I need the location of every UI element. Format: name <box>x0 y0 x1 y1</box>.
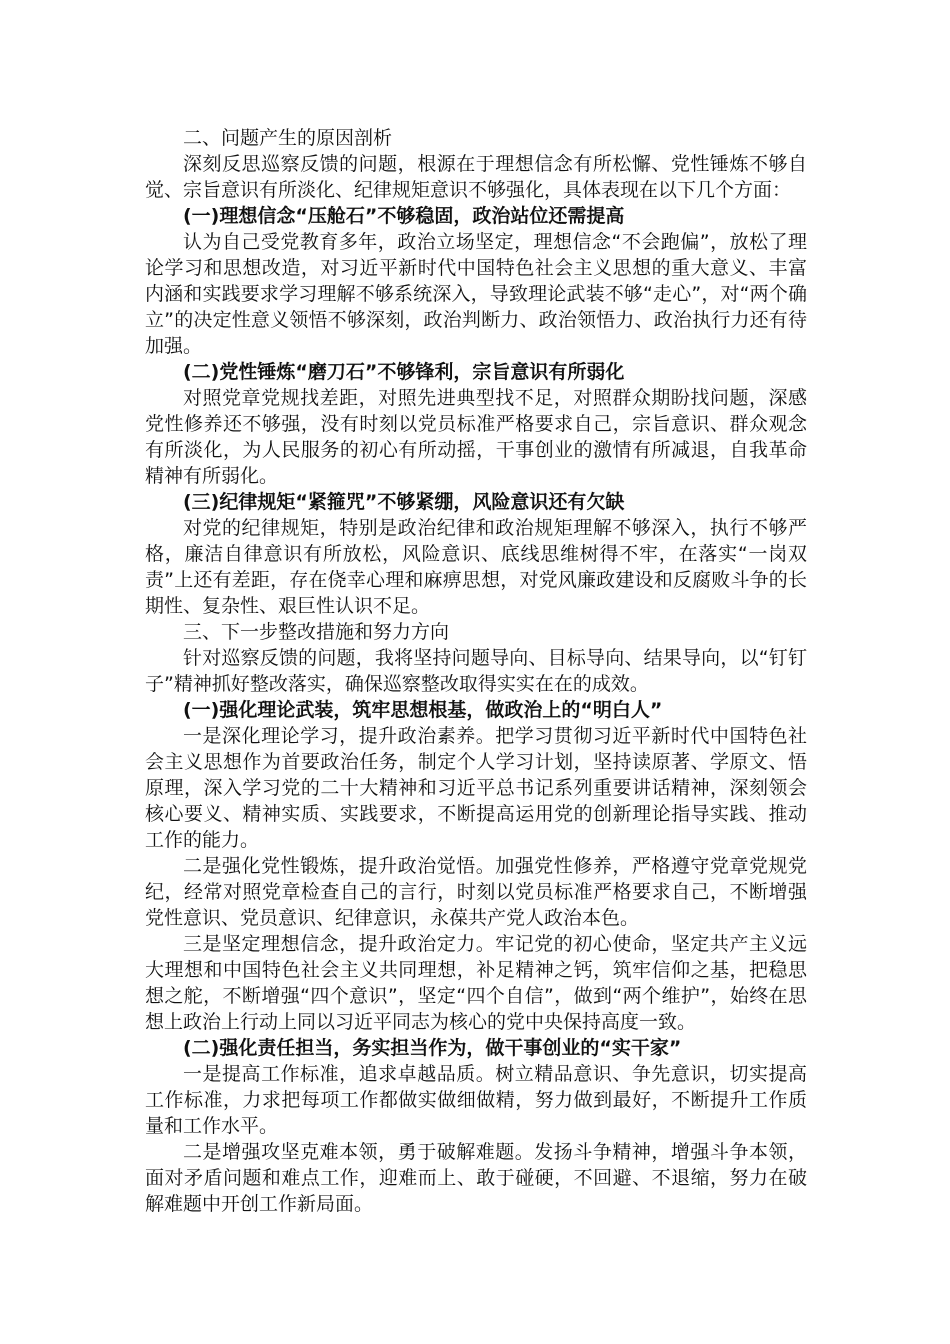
body-paragraph: 针对巡察反馈的问题，我将坚持问题导向、目标导向、结果导向，以“钉钉子”精神抓好整改落实，确保巡察整改取得实实在在的成效。 <box>145 647 807 695</box>
body-paragraph: 三是坚定理想信念，提升政治定力。牢记党的初心使命，坚定共产主义远大理想和中国特色社会主义共同理想，补足精神之钙，筑牢信仰之基，把稳思想之舵，不断增强“四个意识”，坚定“四个自信”，做到“两个维护”，始终在思想上政治上行动上同以习近平同志为核心的党中央保持高度一致。 <box>145 933 807 1033</box>
subheading-ideals: (一)理想信念“压舱石”不够稳固，政治站位还需提高 <box>183 205 625 227</box>
body-paragraph: 二是强化党性锻炼，提升政治觉悟。加强党性修养，严格遵守党章党规党纪，经常对照党章检查自己的言行，时刻以党员标准严格要求自己，不断增强党性意识、党员意识、纪律意识，永葆共产党人政治本色。 <box>145 855 807 929</box>
body-paragraph: 对党的纪律规矩，特别是政治纪律和政治规矩理解不够深入，执行不够严格，廉洁自律意识有所放松，风险意识、底线思维树得不牢，在落实“一岗双责”上还有差距，存在侥幸心理和麻痹思想，对党风廉政建设和反腐败斗争的长期性、复杂性、艰巨性认识不足。 <box>145 517 807 617</box>
subheading-discipline: (三)纪律规矩“紧箍咒”不够紧绷，风险意识还有欠缺 <box>183 491 625 513</box>
document-page <box>145 125 807 1217</box>
body-paragraph: 对照党章党规找差距，对照先进典型找不足，对照群众期盼找问题，深感党性修养还不够强，没有时刻以党员标准严格要求自己，宗旨意识、群众观念有所淡化，为人民服务的初心有所动摇，干事创业的激情有所减退，自我革命精神有所弱化。 <box>145 387 807 487</box>
section-heading-measures: 三、下一步整改措施和努力方向 <box>183 621 450 643</box>
subheading-party-spirit: (二)党性锤炼“磨刀石”不够锋利，宗旨意识有所弱化 <box>183 361 625 383</box>
body-paragraph: 二是增强攻坚克难本领，勇于破解难题。发扬斗争精神，增强斗争本领，面对矛盾问题和难点工作，迎难而上、敢于碰硬，不回避、不退缩，努力在破解难题中开创工作新局面。 <box>145 1141 807 1215</box>
section-heading-causes: 二、问题产生的原因剖析 <box>183 127 393 149</box>
subheading-theory: (一)强化理论武装，筑牢思想根基，做政治上的“明白人” <box>183 699 663 721</box>
body-paragraph: 一是提高工作标准，追求卓越品质。树立精品意识、争先意识，切实提高工作标准，力求把每项工作都做实做细做精，努力做到最好，不断提升工作质量和工作水平。 <box>145 1063 807 1137</box>
body-paragraph: 认为自己受党教育多年，政治立场坚定，理想信念“不会跑偏”，放松了理论学习和思想改造，对习近平新时代中国特色社会主义思想的重大意义、丰富内涵和实践要求学习理解不够系统深入，导致理论武装不够“走心”，对“两个确立”的决定性意义领悟不够深刻，政治判断力、政治领悟力、政治执行力还有待加强。 <box>145 231 807 357</box>
body-paragraph: 深刻反思巡察反馈的问题，根源在于理想信念有所松懈、党性锤炼不够自觉、宗旨意识有所淡化、纪律规矩意识不够强化，具体表现在以下几个方面： <box>145 153 807 201</box>
body-paragraph: 一是深化理论学习，提升政治素养。把学习贯彻习近平新时代中国特色社会主义思想作为首要政治任务，制定个人学习计划，坚持读原著、学原文、悟原理，深入学习党的二十大精神和习近平总书记系列重要讲话精神，深刻领会核心要义、精神实质、实践要求，不断提高运用党的创新理论指导实践、推动工作的能力。 <box>145 725 807 851</box>
subheading-responsibility: (二)强化责任担当，务实担当作为，做干事创业的“实干家” <box>183 1037 682 1059</box>
